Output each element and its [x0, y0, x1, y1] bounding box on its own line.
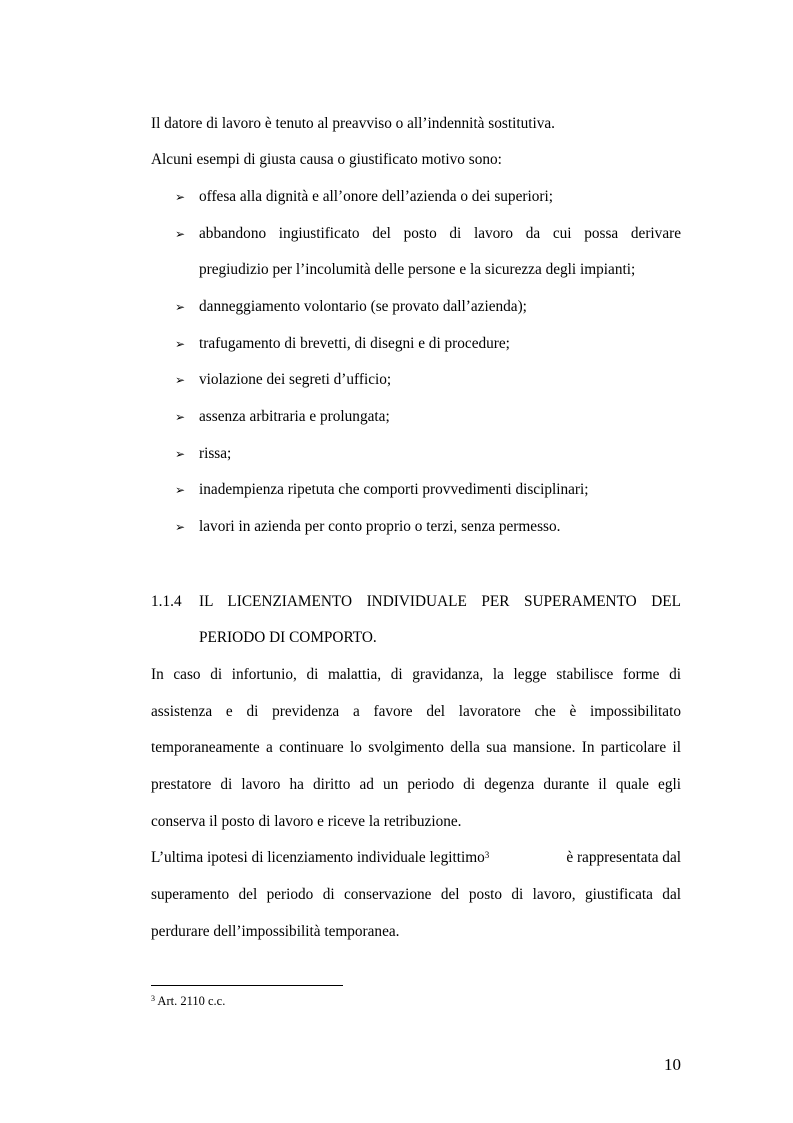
arrow-bullet-icon: ➢ [175, 410, 186, 424]
section-title-line-2: PERIODO DI COMPORTO. [199, 629, 377, 646]
paragraph-line: assistenza e di previdenza a favore del lavoratore che è impossibilitato [151, 703, 681, 720]
arrow-bullet-icon: ➢ [175, 447, 186, 461]
paragraph-text [151, 848, 489, 868]
list-item-text: lavori in azienda per conto proprio o terzi, senza permesso. [199, 518, 561, 535]
list-item [175, 187, 553, 207]
list-item [175, 334, 510, 354]
list-item [175, 370, 391, 390]
paragraph-line: prestatore di lavoro ha diritto ad un periodo di degenza durante il quale egli [151, 776, 681, 793]
arrow-bullet-icon: ➢ [175, 520, 186, 534]
list-item-text: assenza arbitraria e prolungata; [199, 408, 390, 425]
paragraph-line: temporaneamente a continuare lo svolgimento della sua mansione. In particolare il [151, 739, 681, 756]
arrow-bullet-icon: ➢ [175, 337, 186, 351]
list-item-text: offesa alla dignità e all’onore dell’azienda o dei superiori; [199, 188, 553, 205]
list-item [175, 297, 527, 317]
section-title-line-1: IL LICENZIAMENTO INDIVIDUALE PER SUPERAMENTO DEL [199, 593, 681, 610]
arrow-bullet-icon: ➢ [175, 300, 186, 314]
arrow-bullet-icon: ➢ [175, 190, 186, 204]
footnote-ref[interactable]: 3 [484, 850, 490, 860]
arrow-bullet-icon: ➢ [175, 483, 186, 497]
paragraph-line: conserva il posto di lavoro e riceve la retribuzione. [151, 813, 462, 830]
list-item-text: inadempienza ripetuta che comporti provvedimenti disciplinari; [199, 481, 589, 498]
section-number: 1.1.4 [151, 593, 182, 610]
footnote-text: Art. 2110 c.c. [155, 994, 226, 1008]
list-item-text: rissa; [199, 445, 232, 462]
intro-line-2: Alcuni esempi di giusta causa o giustificato motivo sono: [151, 151, 502, 168]
list-item [175, 224, 681, 244]
arrow-bullet-icon: ➢ [175, 373, 186, 387]
list-item [175, 517, 560, 537]
paragraph-line: perdurare dell’impossibilità temporanea. [151, 923, 400, 940]
footnote-mark: 3 [151, 994, 155, 1003]
paragraph-line-with-footnote [151, 848, 681, 868]
list-item [175, 444, 231, 464]
page-number: 10 [664, 1055, 681, 1074]
paragraph-line: In caso di infortunio, di malattia, di gravidanza, la legge stabilisce forme di [151, 666, 681, 683]
footnote [151, 993, 225, 1009]
arrow-bullet-icon: ➢ [175, 227, 186, 241]
intro-line-1: Il datore di lavoro è tenuto al preavviso o all’indennità sostitutiva. [151, 115, 555, 132]
list-item-continuation: pregiudizio per l’incolumità delle persone e la sicurezza degli impianti; [199, 261, 636, 278]
paragraph-text-before: L’ultima ipotesi di licenziamento individuale legittimo [151, 849, 485, 866]
list-item-text: violazione dei segreti d’ufficio; [199, 371, 392, 388]
list-item-text: trafugamento di brevetti, di disegni e di procedure; [199, 335, 510, 352]
list-item [175, 407, 390, 427]
footnote-divider [151, 985, 343, 986]
paragraph-text-after: è rappresentata dal [562, 849, 681, 866]
paragraph-line: superamento del periodo di conservazione del posto di lavoro, giustificata dal [151, 886, 681, 903]
list-item [175, 480, 589, 500]
list-item-text: danneggiamento volontario (se provato dall’azienda); [199, 298, 527, 315]
list-item-text: abbandono ingiustificato del posto di lavoro da cui possa derivare [199, 225, 681, 242]
